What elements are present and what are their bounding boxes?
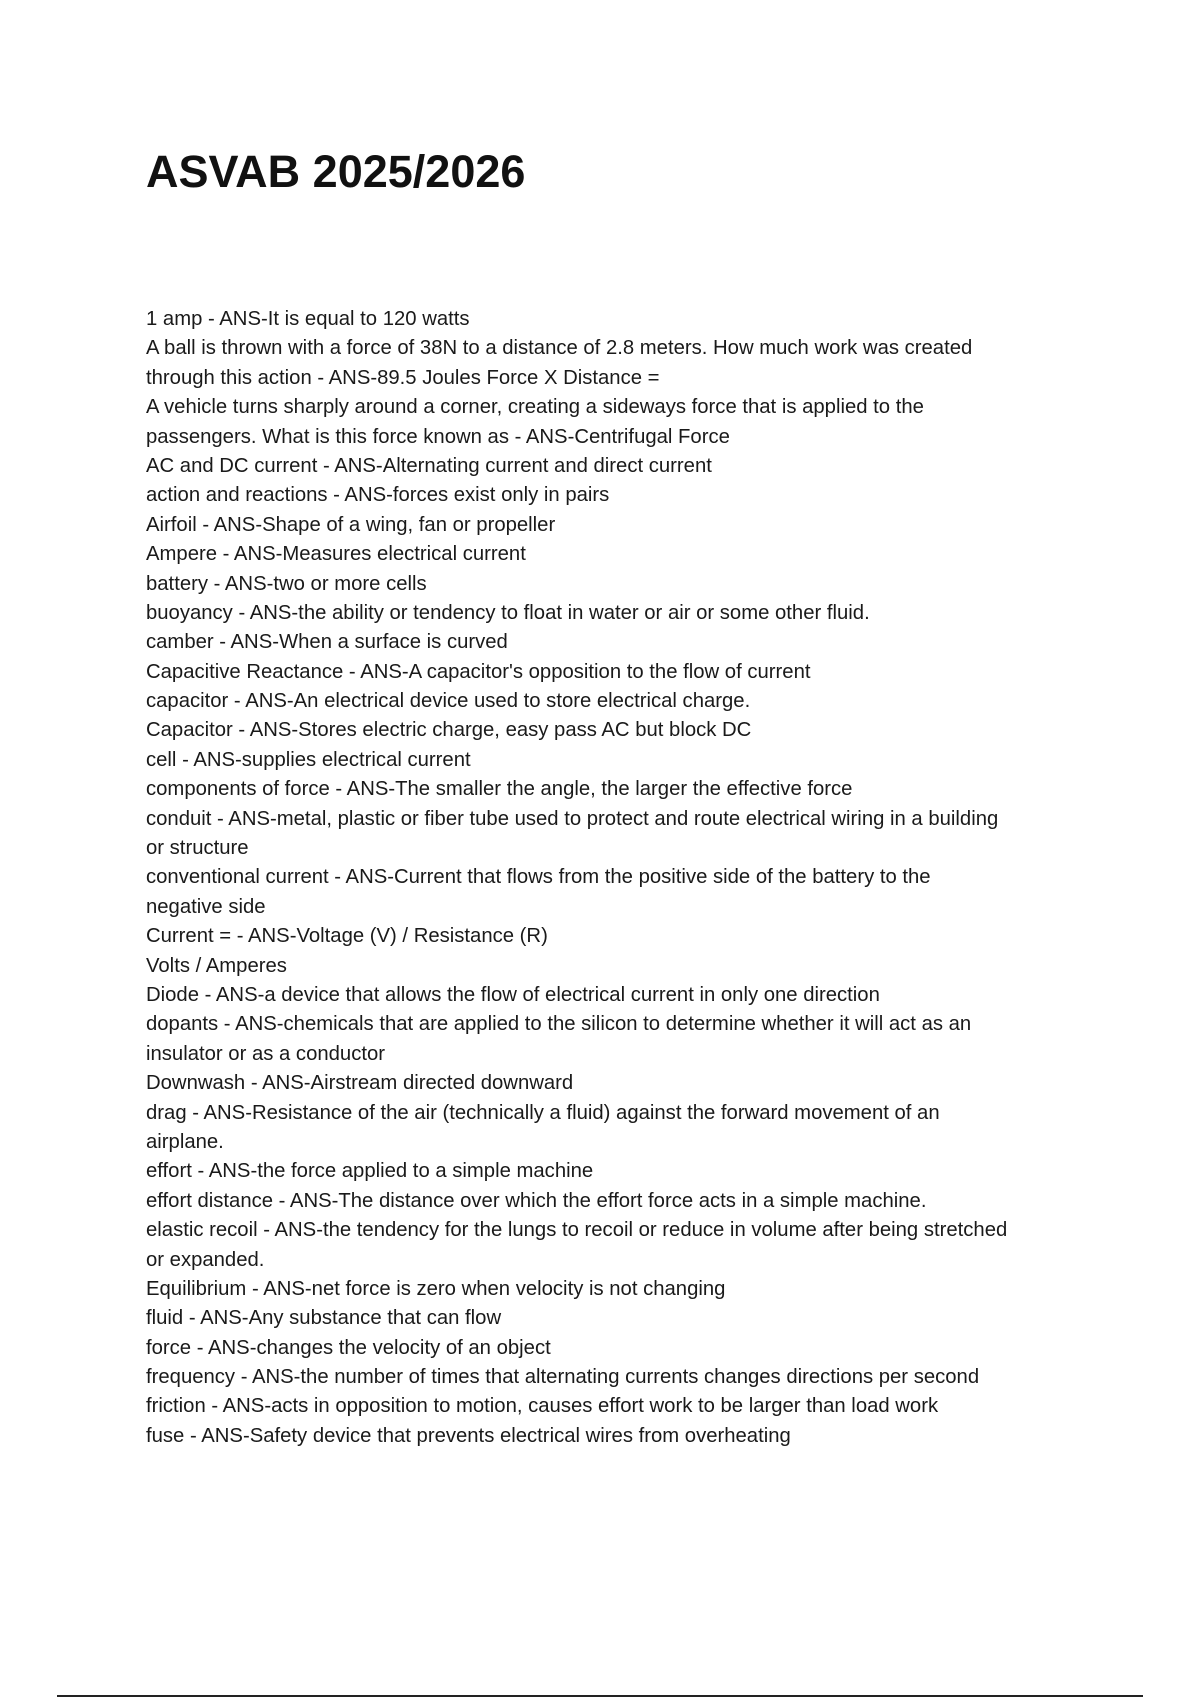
text-line: components of force - ANS-The smaller the angle, the larger the effective force xyxy=(146,778,853,801)
text-line: or structure xyxy=(146,837,249,860)
flashcard-list xyxy=(146,305,1096,1451)
text-line: Capacitor - ANS-Stores electric charge, easy pass AC but block DC xyxy=(146,719,752,742)
text-line: conventional current - ANS-Current that flows from the positive side of the battery to the xyxy=(146,866,931,889)
text-line: fuse - ANS-Safety device that prevents electrical wires from overheating xyxy=(146,1424,791,1447)
text-line: effort - ANS-the force applied to a simple machine xyxy=(146,1160,594,1183)
text-line: through this action - ANS-89.5 Joules Force X Distance = xyxy=(146,366,660,389)
page-title: ASVAB 2025/2026 xyxy=(146,146,526,197)
text-line: camber - ANS-When a surface is curved xyxy=(146,631,508,654)
text-line: Capacitive Reactance - ANS-A capacitor's opposition to the flow of current xyxy=(146,660,811,683)
text-line: Diode - ANS-a device that allows the flow of electrical current in only one direction xyxy=(146,983,880,1006)
footer-divider xyxy=(57,1695,1143,1697)
text-line: negative side xyxy=(146,895,266,918)
text-line: action and reactions - ANS-forces exist only in pairs xyxy=(146,484,610,507)
text-line: Current = - ANS-Voltage (V) / Resistance (R) xyxy=(146,925,548,948)
text-line: buoyancy - ANS-the ability or tendency to float in water or air or some other fluid. xyxy=(146,601,870,624)
text-line: elastic recoil - ANS-the tendency for the lungs to recoil or reduce in volume after being stretched xyxy=(146,1219,1008,1242)
text-line: cell - ANS-supplies electrical current xyxy=(146,748,471,771)
text-line: AC and DC current - ANS-Alternating current and direct current xyxy=(146,454,712,477)
text-line: Ampere - ANS-Measures electrical current xyxy=(146,543,526,566)
text-line: effort distance - ANS-The distance over which the effort force acts in a simple machine. xyxy=(146,1189,927,1212)
text-line: friction - ANS-acts in opposition to motion, causes effort work to be larger than load work xyxy=(146,1395,939,1418)
text-line: drag - ANS-Resistance of the air (technically a fluid) against the forward movement of an xyxy=(146,1101,940,1124)
text-line: Volts / Amperes xyxy=(146,954,287,977)
text-line: fluid - ANS-Any substance that can flow xyxy=(146,1307,502,1330)
text-line: Downwash - ANS-Airstream directed downward xyxy=(146,1072,574,1095)
text-line: insulator or as a conductor xyxy=(146,1042,385,1065)
text-line: A vehicle turns sharply around a corner, creating a sideways force that is applied to the xyxy=(146,396,924,419)
text-line: conduit - ANS-metal, plastic or fiber tube used to protect and route electrical wiring in a building xyxy=(146,807,999,830)
text-line: frequency - ANS-the number of times that alternating currents changes directions per second xyxy=(146,1366,980,1389)
text-line: force - ANS-changes the velocity of an object xyxy=(146,1336,551,1359)
text-line: battery - ANS-two or more cells xyxy=(146,572,427,595)
text-line: A ball is thrown with a force of 38N to a distance of 2.8 meters. How much work was created xyxy=(146,337,973,360)
text-line: Airfoil - ANS-Shape of a wing, fan or propeller xyxy=(146,513,556,536)
text-line: 1 amp - ANS-It is equal to 120 watts xyxy=(146,308,470,330)
text-line: airplane. xyxy=(146,1130,224,1153)
text-line: or expanded. xyxy=(146,1248,265,1271)
text-line: passengers. What is this force known as - ANS-Centrifugal Force xyxy=(146,425,730,448)
text-line: capacitor - ANS-An electrical device used to store electrical charge. xyxy=(146,690,751,713)
text-line: dopants - ANS-chemicals that are applied to the silicon to determine whether it will act as an xyxy=(146,1013,972,1036)
text-line: Equilibrium - ANS-net force is zero when velocity is not changing xyxy=(146,1277,726,1300)
